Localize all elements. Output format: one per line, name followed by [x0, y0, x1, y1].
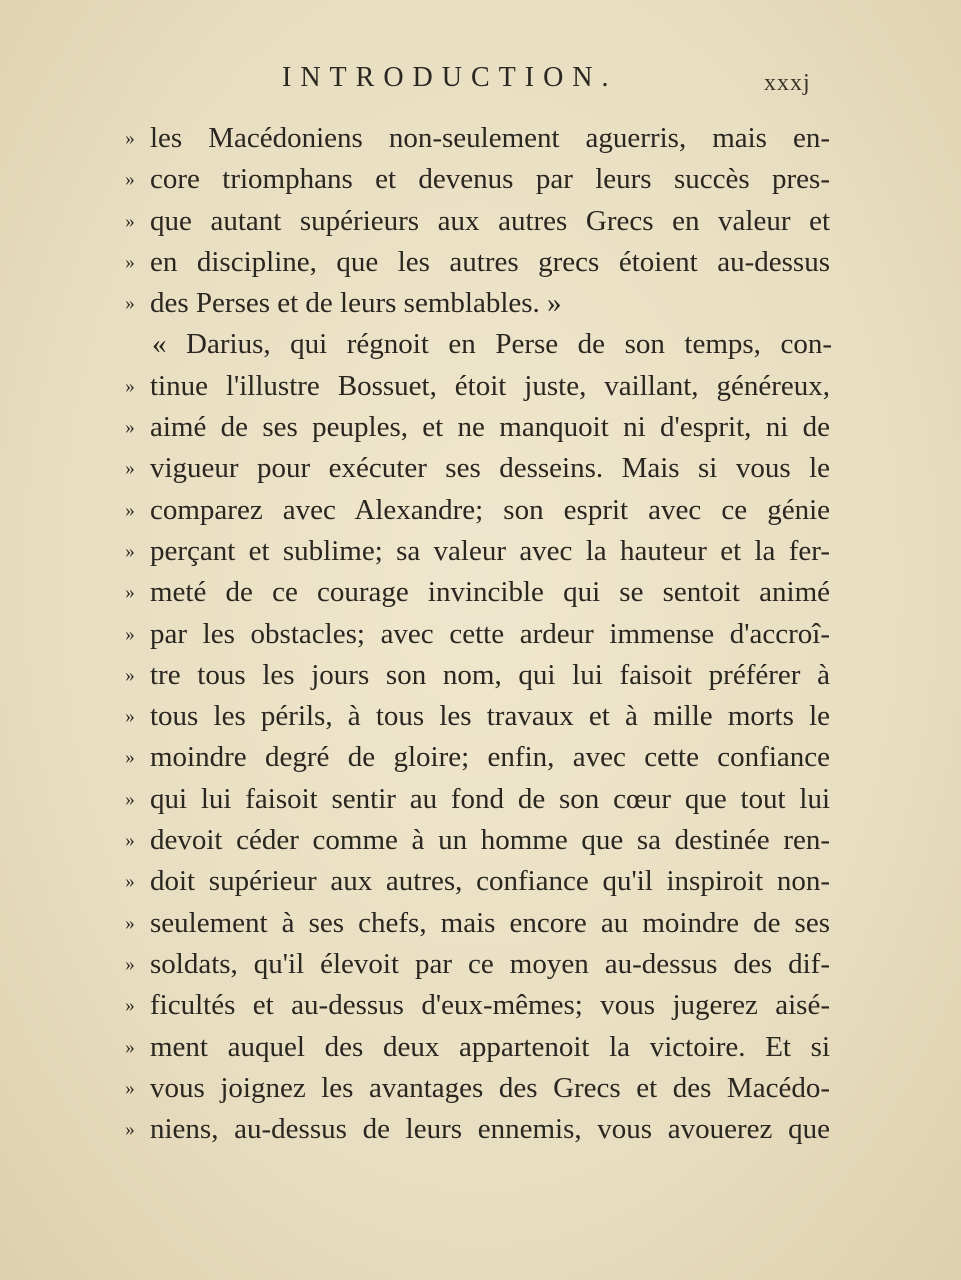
quotation-mark: »	[125, 1036, 135, 1058]
line-text: moindre degré de gloire; enfin, avec cette confiance	[150, 741, 830, 774]
line-text: soldats, qu'il élevoit par ce moyen au-dessus des dif-	[150, 947, 830, 980]
line-text: par les obstacles; avec cette ardeur immense d'accroî-	[150, 617, 830, 650]
text-line	[116, 696, 831, 737]
text-line	[116, 1068, 831, 1109]
text-line	[116, 779, 831, 820]
text-line	[116, 531, 831, 572]
running-head: INTRODUCTION.	[282, 62, 618, 93]
line-text: perçant et sublime; sa valeur avec la hauteur et la fer-	[150, 534, 830, 567]
quotation-mark: »	[125, 1119, 135, 1141]
quotation-mark: »	[125, 375, 135, 397]
line-text: « Darius, qui régnoit en Perse de son temps, con-	[152, 328, 832, 361]
quotation-mark: »	[125, 830, 135, 852]
text-line	[116, 324, 831, 365]
text-line	[116, 1027, 831, 1068]
line-text: tous les périls, à tous les travaux et à mille morts le	[150, 700, 830, 733]
quotation-mark: »	[125, 953, 135, 975]
text-line	[116, 655, 831, 696]
text-line	[116, 614, 831, 655]
quotation-mark: »	[125, 788, 135, 810]
line-text: ficultés et au-dessus d'eux-mêmes; vous jugerez aisé-	[150, 989, 830, 1022]
quotation-mark: »	[125, 540, 135, 562]
line-text: vous joignez les avantages des Grecs et des Macédo-	[150, 1071, 830, 1104]
line-text: qui lui faisoit sentir au fond de son cœur que tout lui	[150, 782, 830, 815]
text-line	[116, 366, 831, 407]
line-text: meté de ce courage invincible qui se sentoit animé	[150, 576, 830, 609]
quotation-mark: »	[125, 582, 135, 604]
quotation-mark: »	[125, 169, 135, 191]
quotation-mark: »	[125, 747, 135, 769]
quotation-mark: »	[125, 499, 135, 521]
line-text: les Macédoniens non-seulement aguerris, mais en-	[150, 122, 830, 154]
quotation-mark: »	[125, 293, 135, 315]
quotation-mark: »	[125, 458, 135, 480]
text-line	[116, 283, 831, 324]
line-text: ment auquel des deux appartenoit la victoire. Et si	[150, 1030, 830, 1063]
line-text: doit supérieur aux autres, confiance qu'il inspiroit non-	[150, 865, 830, 898]
text-line	[116, 737, 831, 778]
line-text: aimé de ses peuples, et ne manquoit ni d'esprit, ni de	[150, 411, 830, 444]
quotation-mark: »	[125, 706, 135, 728]
text-line	[116, 861, 831, 902]
quotation-mark: »	[125, 995, 135, 1017]
quotation-mark: »	[125, 664, 135, 686]
line-text: que autant supérieurs aux autres Grecs en valeur et	[150, 204, 830, 237]
line-text: en discipline, que les autres grecs étoient au-dessus	[150, 245, 830, 278]
text-line	[116, 572, 831, 613]
page-number: xxxj	[764, 70, 811, 96]
page-header	[0, 62, 961, 102]
text-line	[116, 1109, 831, 1150]
quotation-mark: »	[125, 251, 135, 273]
text-line	[116, 118, 831, 159]
line-text: devoit céder comme à un homme que sa destinée ren-	[150, 824, 830, 857]
quotation-mark: »	[125, 417, 135, 439]
body-text	[116, 118, 831, 1150]
text-line	[116, 944, 831, 985]
text-line	[116, 903, 831, 944]
line-text: tinue l'illustre Bossuet, étoit juste, vaillant, généreux,	[150, 369, 830, 402]
line-text: core triomphans et devenus par leurs succès pres-	[150, 163, 830, 196]
line-text: seulement à ses chefs, mais encore au moindre de ses	[150, 906, 830, 939]
line-text: comparez avec Alexandre; son esprit avec ce génie	[150, 493, 830, 526]
text-line	[116, 985, 831, 1026]
text-line	[116, 201, 831, 242]
text-line	[116, 159, 831, 200]
line-text: niens, au-dessus de leurs ennemis, vous avouerez que	[150, 1113, 830, 1146]
line-text: des Perses et de leurs semblables. »	[150, 287, 562, 320]
quotation-mark: »	[125, 1077, 135, 1099]
quotation-mark: »	[125, 210, 135, 232]
text-line	[116, 490, 831, 531]
line-text: tre tous les jours son nom, qui lui faisoit préférer à	[150, 658, 830, 691]
quotation-mark: »	[125, 871, 135, 893]
text-line	[116, 242, 831, 283]
quotation-mark: »	[125, 623, 135, 645]
quotation-mark: »	[125, 912, 135, 934]
text-line	[116, 820, 831, 861]
quotation-mark: »	[125, 128, 135, 149]
line-text: vigueur pour exécuter ses desseins. Mais si vous le	[150, 452, 830, 485]
text-line	[116, 407, 831, 448]
text-line	[116, 448, 831, 489]
